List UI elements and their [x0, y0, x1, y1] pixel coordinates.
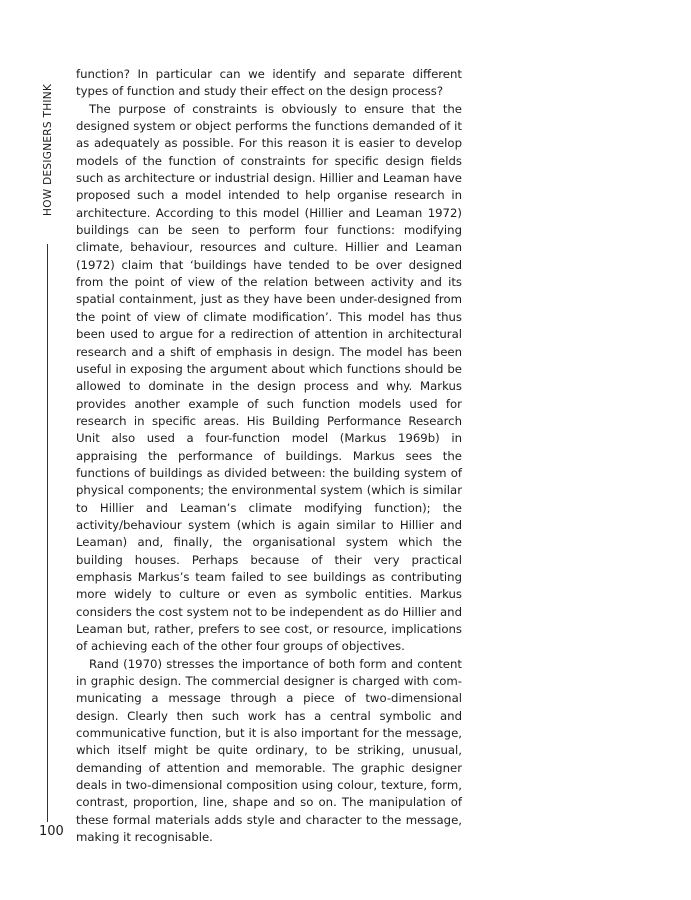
- paragraph-continuation: function? In particular can we identify and separate different types of function and study their effect on the design process?: [76, 67, 462, 99]
- paragraph-graphic-design: Rand (1970) stresses the importance of both form and content in graphic design. The commercial designer is charged with communicating a message through a piece of two-dimensional design. Clearly then such work has a central symbolic and communicative function, but it is also important for the message, which itself might be quite ordinary, to be striking, unusual, demanding of attention and memorable. The graphic designer deals in two-dimensional composition using colour, texture, form, contrast, proportion, line, shape and so on. The manipulation of these formal materials adds style and character to the message, making it recognisable.: [76, 656, 462, 845]
- paragraph-constraints: The purpose of constraints is obviously to ensure that the designed system or object performs the functions demanded of it as adequately as possible. For this reason it is easier to develop models of the function of constraints for specific design fields such as architecture or industrial design. Hillier and Leaman have proposed such a model intended to help organise research in architecture. According to this model (Hillier and Leaman 1972) buildings can be seen to perform four functions: modifying climate, behaviour, resources and culture. Hillier and Leaman (1972) claim that ‘buildings have tended to be over designed from the point of view of the relation between activity and its spatial containment, just as they have been under-designed from the point of view of climate modification’. This model has thus been used to argue for a redirection of attention in architectural research and a shift of emphasis in design. The model has been useful in exposing the argument about which functions should be allowed to dominate in the design process and why. Markus provides another example of such function models used for research in specific areas. His Building Performance Research Unit also used a four-function model (Markus 1969b) in appraising the performance of buildings. Markus sees the functions of buildings as divided between: the building system of physical components; the environmental system (which is similar to Hillier and Leaman’s climate modifying function); the activity/behaviour system (which is again similar to Hillier and Leaman) and, finally, the organisational system which the building houses. Perhaps because of their very practical emphasis Markus’s team failed to see buildings as contributing more widely to culture or even as symbolic entities. Markus considers the cost system not to be independent as do Hillier and Leaman but, rather, prefers to see cost, or resource, implications of achieving each of the other four groups of objectives.: [76, 101, 462, 654]
- running-head-title: HOW DESIGNERS THINK: [42, 83, 54, 216]
- running-head-rule: [47, 244, 48, 822]
- running-head: [41, 66, 55, 826]
- body-text: [76, 66, 462, 846]
- page-number: 100: [39, 824, 64, 839]
